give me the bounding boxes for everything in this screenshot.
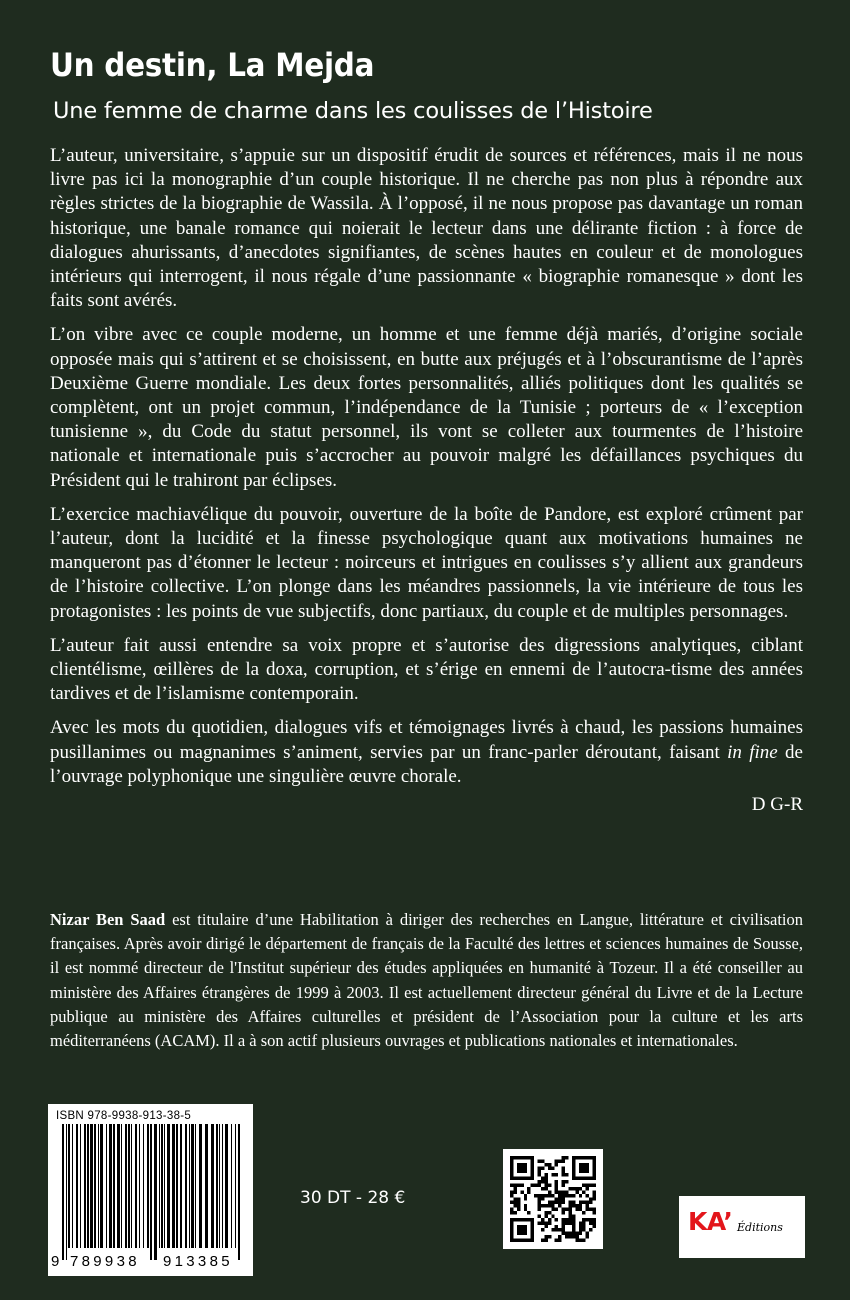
- author-bio-text: est titulaire d’une Habilitation à diriger des recherches en Langue, littérature et civilisation françaises. Après avoir dirigé le département de français de la Faculté des lettres et sciences humaines de Sousse, il est nommé directeur de l'Institut supérieur des études appliquées en humanité à Tozeur. Il a été conseiller au ministère des Affaires étrangères de 1999 à 2003. Il est actuellement directeur général du Livre et de la Lecture publique au ministère des Affaires culturelles et président de l’Association pour la culture et les arts méditerranéens (ACAM). Il a à son actif plusieurs ouvrages et publications nationales et internationales.: [50, 910, 803, 1051]
- author-bio: [50, 908, 803, 1053]
- blurb-text: Avec les mots du quotidien, dialogues vifs et témoignages livrés à chaud, les passions humaines pusillanimes ou magnanimes s’animent, servies par un franc-parler déroutant, faisant: [50, 717, 803, 763]
- barcode-digits: [48, 1253, 253, 1273]
- blurb-paragraph: [50, 716, 803, 789]
- blurb-signature: D G-R: [751, 794, 803, 816]
- publisher-logo-mark: KA’: [688, 1207, 733, 1236]
- blurb-paragraph: L’exercice machiavélique du pouvoir, ouverture de la boîte de Pandore, est exploré crûment par l’auteur, dont la lucidité et la finesse psychologique quant aux motivations humaines ne manqueront pas d’étonner le lecteur : noirceurs et intrigues en coulisses s’y allient aux grandeurs de l’histoire collective. L’on plonge dans les méandres passionnels, la vie intérieure de tous les protagonistes : les points de vue subjectifs, donc partiaux, du couple et de multiples personnages.: [50, 503, 803, 622]
- isbn-label: ISBN 978-9938-913-38-5: [56, 1110, 192, 1122]
- blurb-italic-text: in fine: [727, 741, 778, 763]
- barcode-bars: [62, 1124, 242, 1260]
- publisher-logo: [679, 1196, 805, 1258]
- isbn-barcode: [48, 1104, 253, 1276]
- price-label: 30 DT - 28 €: [300, 1188, 406, 1208]
- blurb-paragraph: L’auteur fait aussi entendre sa voix propre et s’autorise des digressions analytiques, ciblant clientélisme, œillères de la doxa, corruption, et s’érige en ennemi de l’autocra-tisme des années tardives et de l’islamisme contemporain.: [50, 634, 803, 705]
- blurb-text: de l’ouvrage polyphonique une singulière œuvre chorale.: [50, 741, 803, 787]
- blurb-paragraph: L’on vibre avec ce couple moderne, un homme et une femme déjà mariés, d’origine sociale opposée mais qui s’attirent et se choisissent, en butte aux préjugés et à l’obscurantisme de l’après Deuxième Guerre mondiale. Les deux fortes personnalités, alliés politiques dont les qualités se complètent, ont un projet commun, l’indépendance de la Tunisie ; porteurs de « l’exception tunisienne », du Code du statut personnel, ils vont se colleter aux tourmentes de l’histoire nationale et internationale puis s’accrocher au pouvoir malgré les défaillances psychiques du Président qui le trahiront par éclipses.: [50, 324, 803, 491]
- author-name: Nizar Ben Saad: [50, 910, 166, 929]
- barcode-digits-left: 789938: [70, 1253, 140, 1270]
- book-title: Un destin, La Mejda: [50, 46, 375, 84]
- publisher-logo-editions: Éditions: [737, 1221, 783, 1234]
- barcode-digit-first: 9: [51, 1253, 60, 1270]
- qr-code-icon: [510, 1156, 596, 1242]
- barcode-digits-right: 913385: [163, 1253, 233, 1270]
- blurb-paragraph: L’auteur, universitaire, s’appuie sur un dispositif érudit de sources et références, mais il ne nous livre pas ici la monographie d’un couple historique. Il ne cherche pas non plus à répondre aux règles strictes de la biographie de Wassila. À l’opposé, il ne nous propose pas davantage un roman historique, une banale romance qui noierait le lecteur dans une délirante fiction : à force de dialogues ahurissants, d’anecdotes signifiantes, de scènes hautes en couleur et de monologues intérieurs qui interrogent, il nous régale d’une passionnante « biographie romanesque » dont les faits sont avérés.: [50, 145, 803, 312]
- qr-code: [503, 1149, 603, 1249]
- book-subtitle: Une femme de charme dans les coulisses de l’Histoire: [53, 98, 653, 124]
- back-cover-blurb: [50, 144, 803, 817]
